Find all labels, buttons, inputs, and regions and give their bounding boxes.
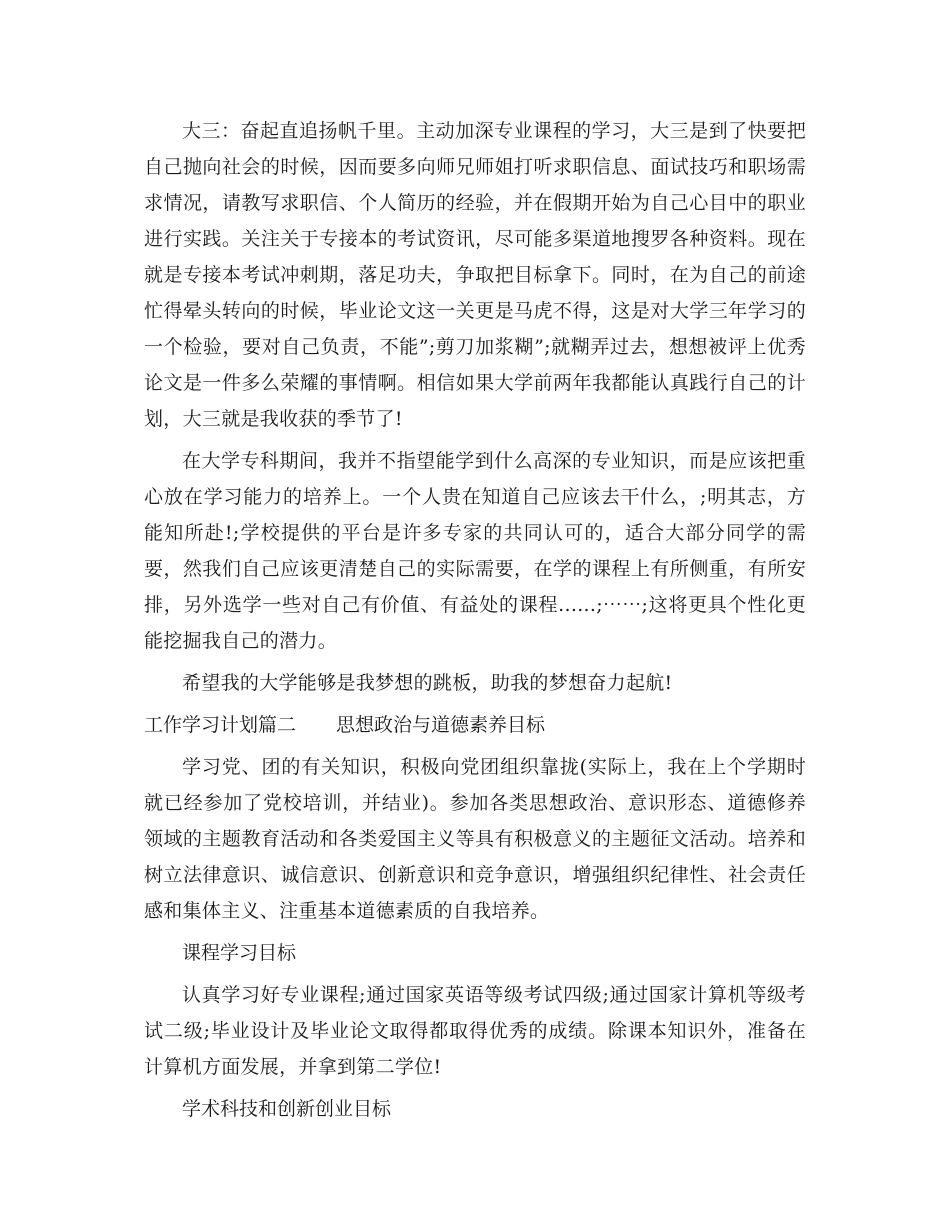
paragraph-political-goals: 学习党、团的有关知识，积极向党团组织靠拢(实际上，我在上个学期时就已经参加了党校培训，并结业)。参加各类思想政治、意识形态、道德修养领域的主题教育活动和各类爱国主义等具有积极意义的主题征文活动。培养和树立法律意识、诚信意识、创新意识和竞争意识，增强组织纪律性、社会责任感和集体主义、注重基本道德素质的自我培养。 <box>144 756 806 922</box>
section-2-subtitle: 思想政治与道德素养目标 <box>336 714 546 736</box>
paragraph-college-study: 在大学专科期间，我并不指望能学到什么高深的专业知识，而是应该把重心放在学习能力的培养上。一个人贵在知道自己应该去干什么，;明其志，方能知所赴!;学校提供的平台是许多专家的共同认可的，适合大部分同学的需要，然我们自己应该更清楚自己的实际需要，在学的课程上有所侧重，有所安排，另外选学一些对自己有价值、有益处的课程......;⋯⋯;这将更具个性化更能挖掘我自己的潜力。 <box>144 450 806 652</box>
academic-goals-heading: 学术科技和创新创业目标 <box>182 1098 392 1120</box>
document-body <box>144 113 806 1133</box>
section-2-heading <box>144 707 806 743</box>
course-goals-heading: 课程学习目标 <box>182 942 297 964</box>
paragraph-course-goals: 认真学习好专业课程;通过国家英语等级考试四级;通过国家计算机等级考试二级;毕业设计及毕业论文取得都取得优秀的成绩。除课本知识外，准备在计算机方面发展，并拿到第二学位! <box>144 984 806 1078</box>
section-2-title: 工作学习计划篇二 <box>144 714 297 736</box>
paragraph-junior-year: 大三：奋起直追扬帆千里。主动加深专业课程的学习，大三是到了快要把自己抛向社会的时候，因而要多向师兄师姐打听求职信息、面试技巧和职场需求情况，请教写求职信、个人简历的经验，并在假期开始为自己心目中的职业进行实践。关注关于专接本的考试资讯，尽可能多渠道地搜罗各种资料。现在就是专接本考试冲刺期，落足功夫，争取把目标拿下。同时，在为自己的前途忙得晕头转向的时候，毕业论文这一关更是马虎不得，这是对大学三年学习的一个检验，要对自己负责，不能”;剪刀加浆糊”;就糊弄过去，想想被评上优秀论文是一件多么荣耀的事情啊。相信如果大学前两年我都能认真践行自己的计划，大三就是我收获的季节了! <box>144 120 806 430</box>
paragraph-hope: 希望我的大学能够是我梦想的跳板，助我的梦想奋力起航! <box>182 672 673 694</box>
